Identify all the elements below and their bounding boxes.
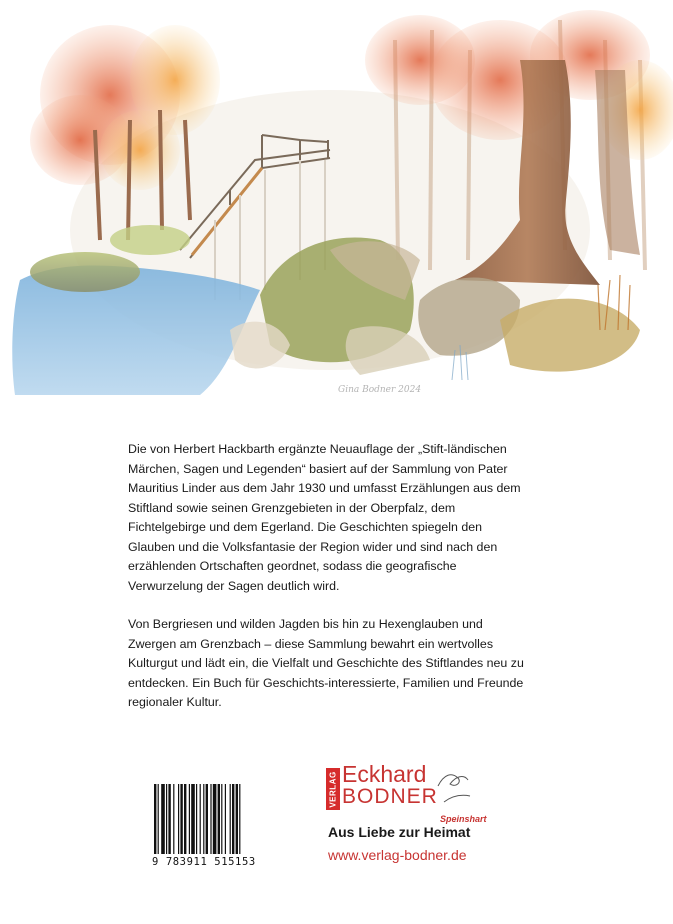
publisher-slogan: Aus Liebe zur Heimat [328,824,471,840]
verlag-tag [326,768,340,810]
barcode-icon [152,784,280,854]
publisher-logo [322,762,502,872]
verlag-label: VERLAG [328,770,338,808]
artist-signature: Gina Bodner 2024 [338,385,422,395]
signature-flourish-icon [434,766,474,806]
watercolor-forest-bridge-illustration [0,0,673,410]
blurb-paragraph-1: Die von Herbert Hackbarth ergänzte Neuauflage der „Stift-ländischen Märchen, Sagen und Legenden“ basiert auf der Sammlung von Pater Mauritius Linder aus dem Jahr 1930 und umfasst Erzählungen aus dem Stiftland sowie seinen Grenzgebieten in der Oberpfalz, dem Fichtelgebirge und dem Egerland. Die Geschichten spiegeln den Glauben und die Volksfantasie der Region wider und sind nach den erzählenden Ortschaften geordnet, sodass die geografische Verwurzelung der Sagen deutlich wird. [128,442,521,593]
publisher-name-line1: Eckhard [342,761,427,787]
barcode-digits: 9 783911 515153 [152,856,256,868]
isbn-barcode [152,784,280,868]
publisher-website[interactable]: www.verlag-bodner.de [328,847,467,863]
cover-illustration [0,0,673,410]
blurb-paragraph-2: Von Bergriesen und wilden Jagden bis hin zu Hexenglauben und Zwergen am Grenzbach – diese Sammlung bewahrt ein wertvolles Kulturgut und lädt ein, die Vielfalt und Geschichte des Stiftlandes neu zu entdecken. Ein Buch für Geschichts-interessierte, Familien und Freunde regionaler Kultur. [128,617,524,709]
publisher-place: Speinshart [440,814,487,824]
back-cover-blurb [128,440,528,713]
publisher-name-line2: BODNER [342,785,438,808]
